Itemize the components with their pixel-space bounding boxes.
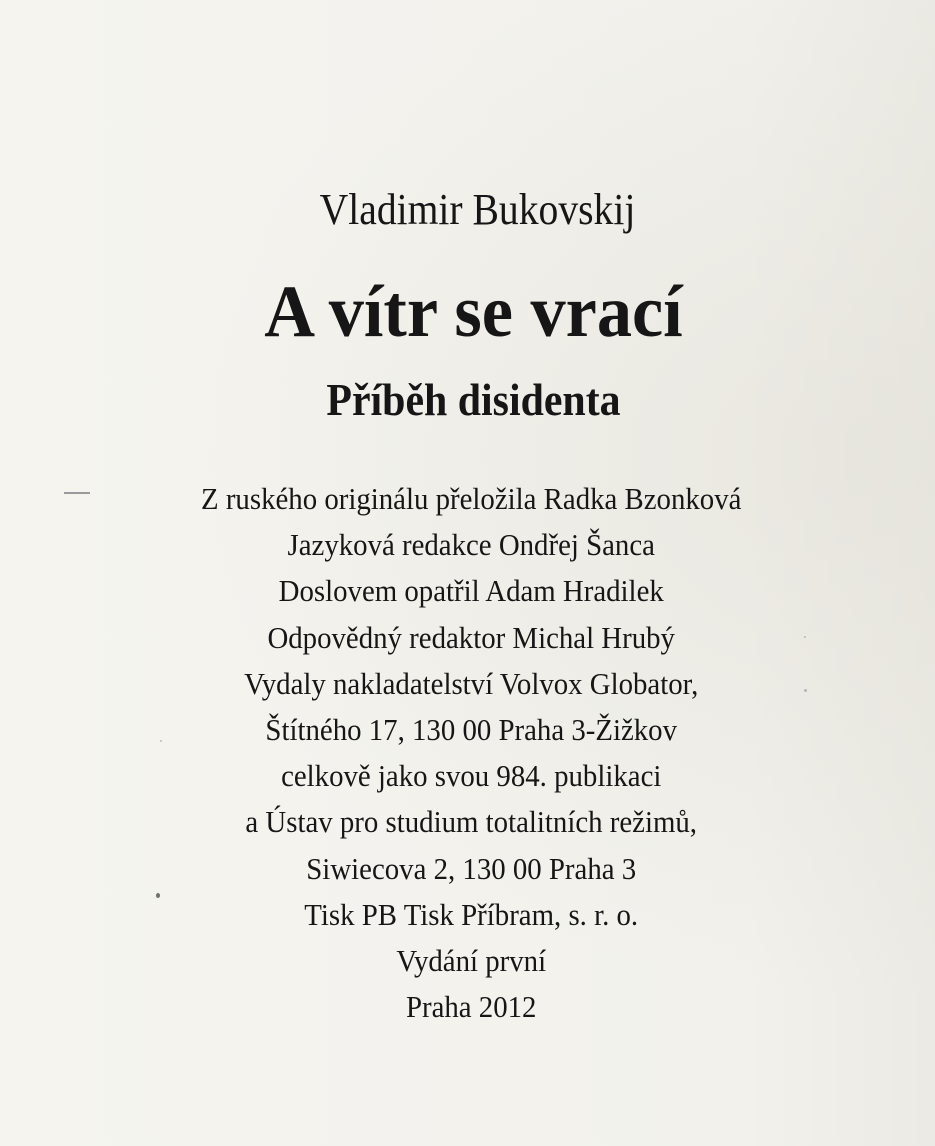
credit-language-editor: Jazyková redakce Ondřej Šanca <box>287 527 655 563</box>
credit-place-year: Praha 2012 <box>405 989 537 1025</box>
credit-afterword: Doslovem opatřil Adam Hradilek <box>278 573 664 609</box>
credit-co-publisher: a Ústav pro studium totalitních režimů, <box>245 804 698 840</box>
book-subtitle: Příběh disidenta <box>326 375 621 425</box>
credits-block <box>0 476 935 1030</box>
credit-printer: Tisk PB Tisk Příbram, s. r. o. <box>304 896 639 932</box>
credit-responsible-editor: Odpovědný redaktor Michal Hrubý <box>267 619 675 655</box>
credit-publisher: Vydaly nakladatelství Volvox Globator, <box>244 665 699 701</box>
book-author: Vladimir Bukovskij <box>319 185 636 234</box>
credit-publisher-address: Štítného 17, 130 00 Praha 3-Žižkov <box>265 711 678 747</box>
credit-co-publisher-address: Siwiecova 2, 130 00 Praha 3 <box>306 850 637 886</box>
credit-publication-number: celkově jako svou 984. publikaci <box>281 758 662 794</box>
book-title: A vítr se vrací <box>264 271 683 353</box>
credit-translator: Z ruského originálu přeložila Radka Bzonková <box>201 481 742 516</box>
credit-edition: Vydání první <box>396 942 547 978</box>
